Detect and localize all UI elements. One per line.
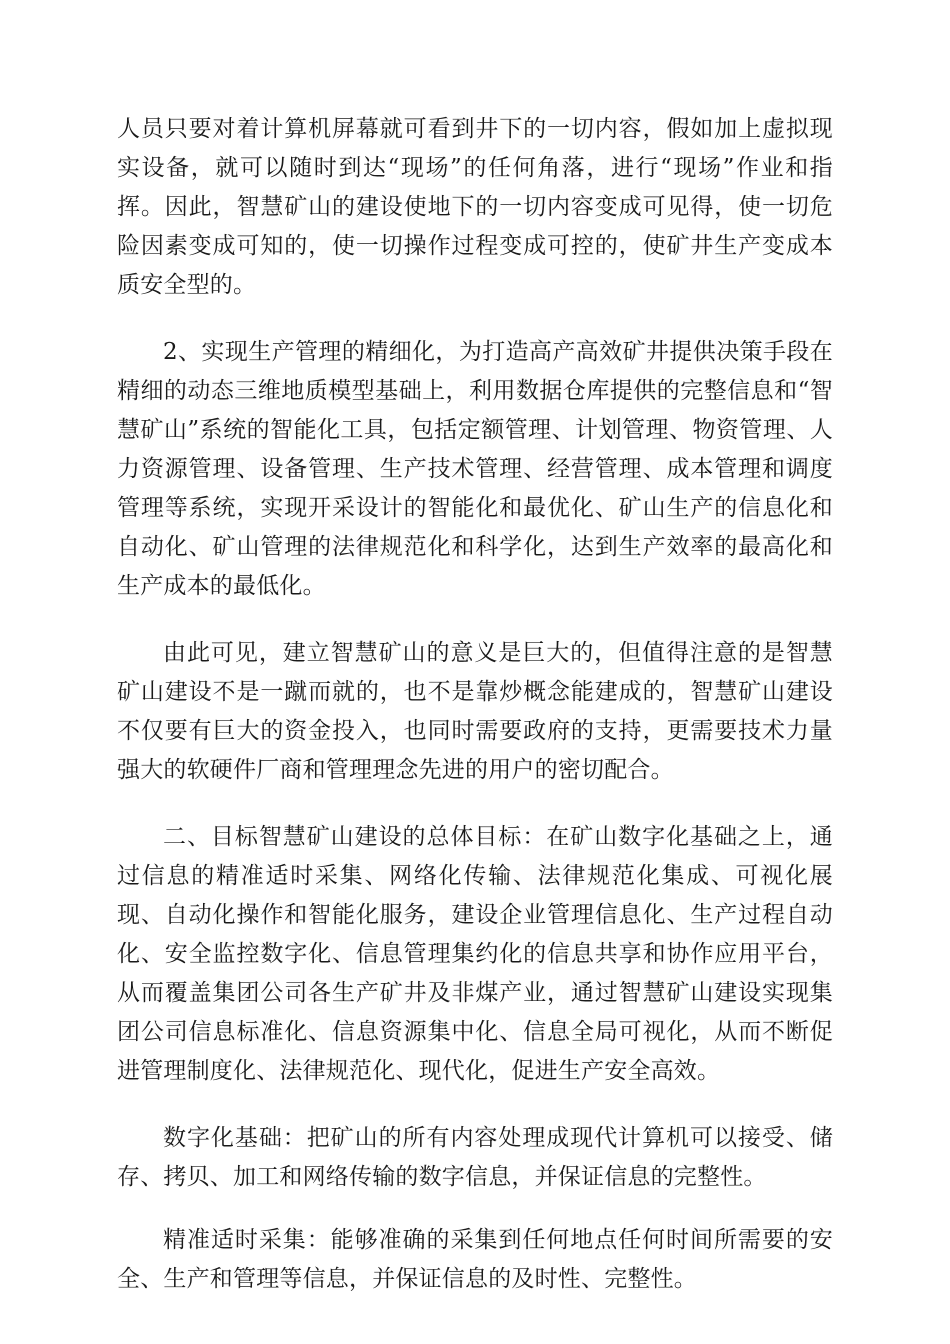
document-body	[117, 110, 833, 1327]
paragraph-continuation: 人员只要对着计算机屏幕就可看到井下的一切内容，假如加上虚拟现实设备，就可以随时到达“现场”的任何角落，进行“现场”作业和指挥。因此，智慧矿山的建设使地下的一切内容变成可见得，使一切危险因素变成可知的，使一切操作过程变成可控的，使矿井生产变成本质安全型的。	[117, 116, 833, 298]
paragraph-production-management: 2、实现生产管理的精细化，为打造高产高效矿井提供决策手段在精细的动态三维地质模型基础上，利用数据仓库提供的完整信息和“智慧矿山”系统的智能化工具，包括定额管理、计划管理、物资管理、人力资源管理、设备管理、生产技术管理、经营管理、成本管理和调度管理等系统，实现开采设计的智能化和最优化、矿山生产的信息化和自动化、矿山管理的法律规范化和科学化，达到生产效率的最高化和生产成本的最低化。	[117, 339, 833, 599]
paragraph-precise-collection: 精准适时采集：能够准确的采集到任何地点任何时间所需要的安全、生产和管理等信息，并保证信息的及时性、完整性。	[117, 1227, 833, 1292]
paragraph-digital-foundation: 数字化基础：把矿山的所有内容处理成现代计算机可以接受、储存、拷贝、加工和网络传输的数字信息，并保证信息的完整性。	[117, 1125, 833, 1190]
paragraph-significance: 由此可见，建立智慧矿山的意义是巨大的，但值得注意的是智慧矿山建设不是一蹴而就的，也不是靠炒概念能建成的，智慧矿山建设不仅要有巨大的资金投入，也同时需要政府的支持，更需要技术力量强大的软硬件厂商和管理理念先进的用户的密切配合。	[117, 640, 833, 783]
paragraph-overall-goal: 二、目标智慧矿山建设的总体目标：在矿山数字化基础之上，通过信息的精准适时采集、网络化传输、法律规范化集成、可视化展现、自动化操作和智能化服务，建设企业管理信息化、生产过程自动化、安全监控数字化、信息管理集约化的信息共享和协作应用平台，从而覆盖集团公司各生产矿井及非煤产业，通过智慧矿山建设实现集团公司信息标准化、信息资源集中化、信息全局可视化，从而不断促进管理制度化、法律规范化、现代化，促进生产安全高效。	[117, 824, 833, 1084]
